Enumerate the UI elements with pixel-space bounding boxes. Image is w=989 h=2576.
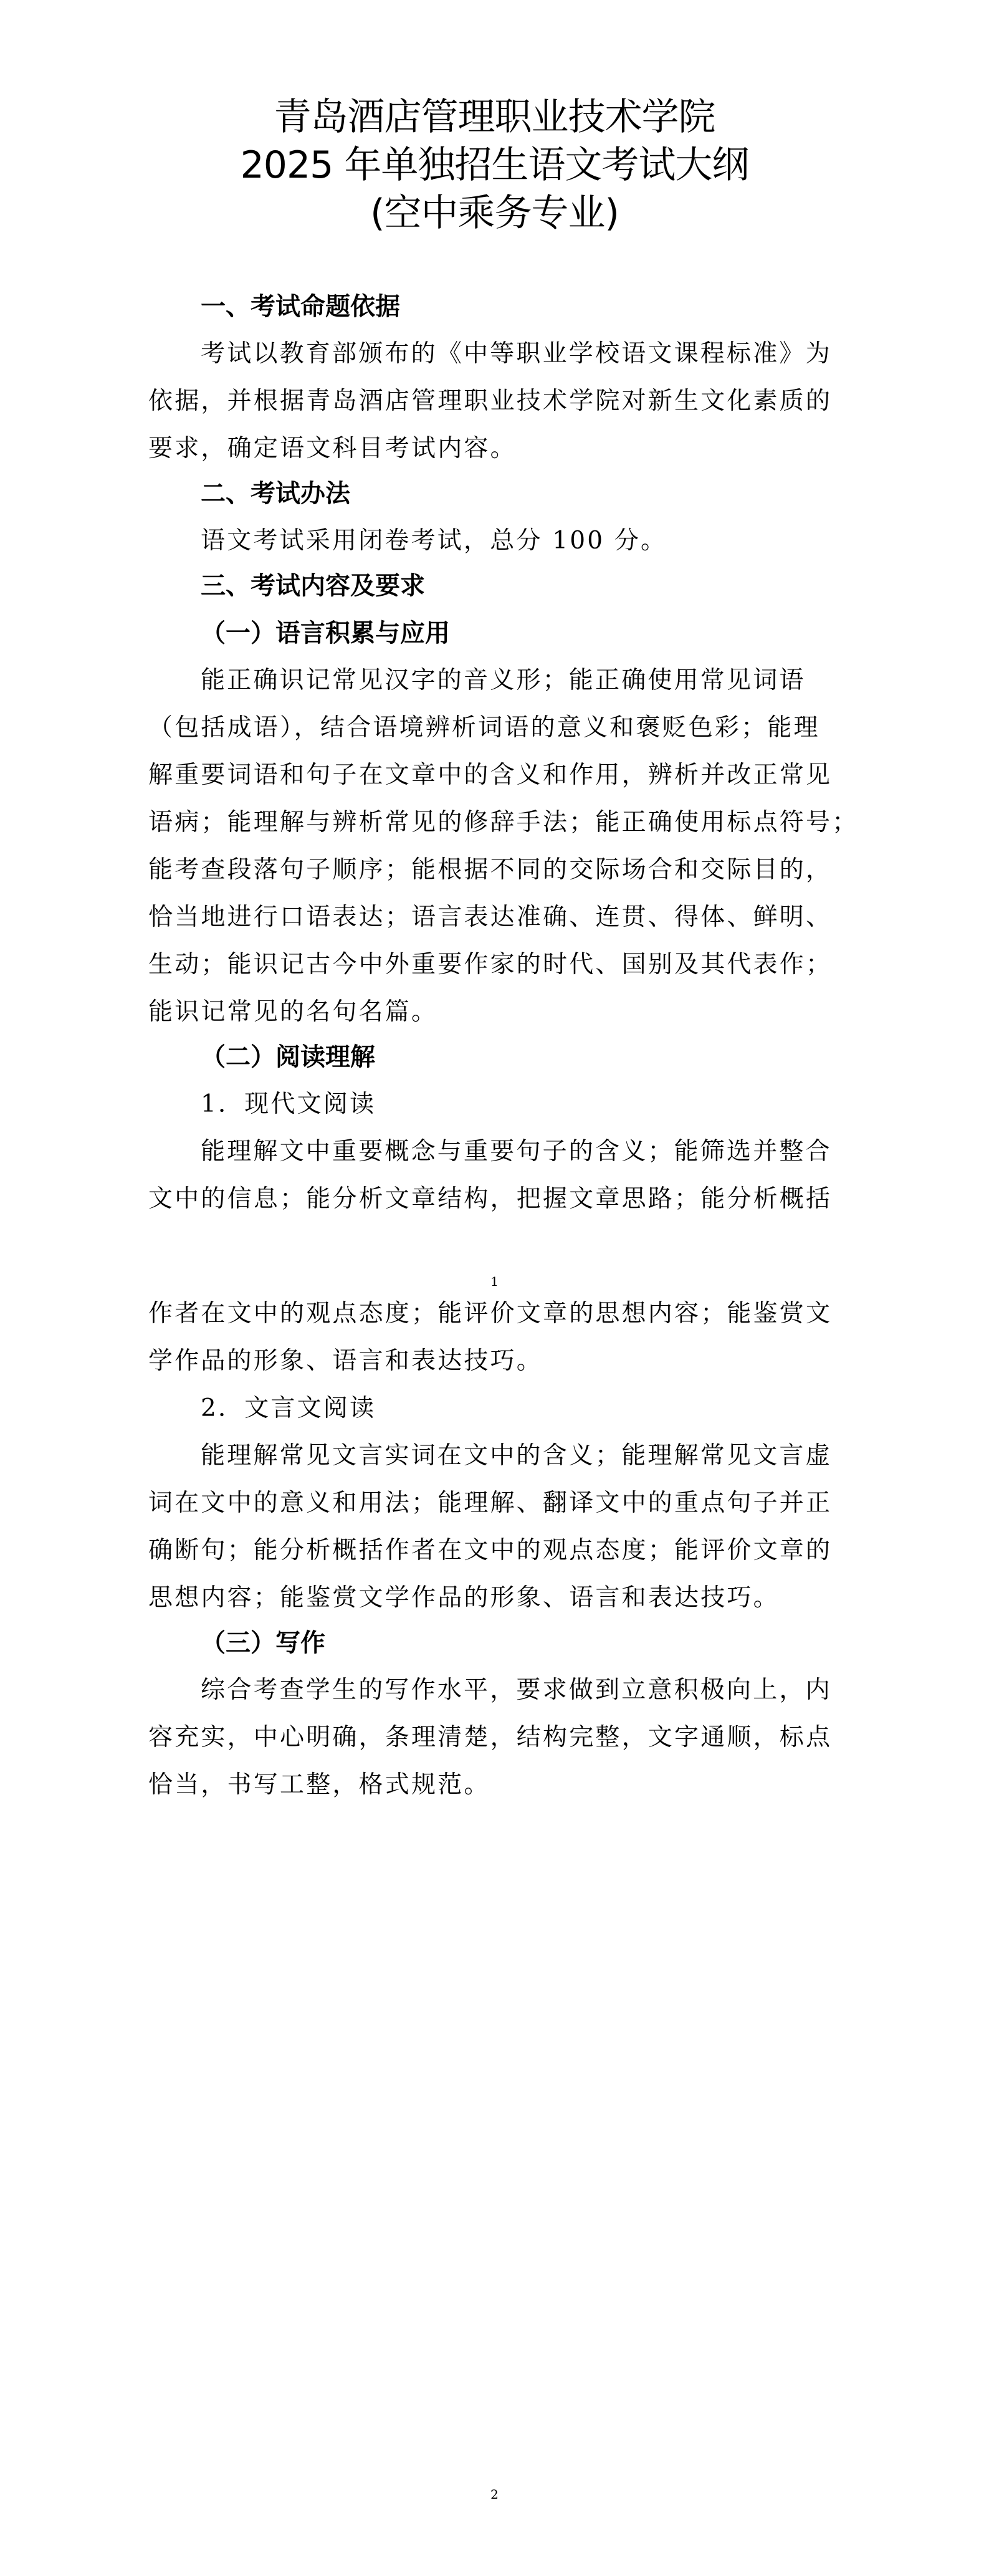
paragraph-line: 能正确识记常见汉字的音义形；能正确使用常见词语 — [201, 666, 806, 694]
page-number: 1 — [490, 1274, 499, 1289]
section-heading-exam-method: 二、考试办法 — [201, 479, 350, 508]
paragraph-line: 文中的信息；能分析文章结构，把握文章思路；能分析概括 — [148, 1185, 833, 1213]
item-heading-classical-reading: 2．文言文阅读 — [201, 1394, 376, 1422]
paragraph-line: 能理解常见文言实词在文中的含义；能理解常见文言虚 — [201, 1442, 832, 1470]
paragraph-line: 确断句；能分析概括作者在文中的观点态度；能评价文章的 — [148, 1536, 833, 1564]
paragraph-line: 思想内容；能鉴赏文学作品的形象、语言和表达技巧。 — [148, 1584, 780, 1612]
paragraph-line: 学作品的形象、语言和表达技巧。 — [148, 1347, 543, 1375]
paragraph-line: 词在文中的意义和用法；能理解、翻译文中的重点句子并正 — [148, 1489, 833, 1517]
page-number: 2 — [490, 2487, 499, 2502]
paragraph-line: 恰当，书写工整，格式规范。 — [148, 1771, 490, 1799]
paragraph-line: 作者在文中的观点态度；能评价文章的思想内容；能鉴赏文 — [148, 1300, 833, 1328]
document-title-line-3: (空中乘务专业) — [370, 191, 619, 235]
paragraph-line: 解重要词语和句子在文章中的含义和作用，辨析并改正常见 — [148, 761, 833, 789]
section-heading-exam-basis: 一、考试命题依据 — [201, 292, 400, 321]
paragraph-line: 能识记常见的名句名篇。 — [148, 998, 438, 1026]
subsection-heading-language: （一）语言积累与应用 — [201, 618, 450, 648]
paragraph-line: 依据，并根据青岛酒店管理职业技术学院对新生文化素质的 — [148, 387, 833, 415]
item-heading-modern-reading: 1．现代文阅读 — [201, 1090, 376, 1118]
document-title-line-1: 青岛酒店管理职业技术学院 — [274, 95, 715, 139]
paragraph-line: 综合考查学生的写作水平，要求做到立意积极向上，内 — [201, 1676, 832, 1704]
paragraph-line: （包括成语），结合语境辨析词语的意义和褒贬色彩；能理 — [148, 714, 820, 742]
paragraph-line: 要求，确定语文科目考试内容。 — [148, 434, 517, 462]
paragraph-line: 恰当地进行口语表达；语言表达准确、连贯、得体、鲜明、 — [148, 903, 833, 931]
subsection-heading-writing: （三）写作 — [201, 1628, 325, 1657]
document-title-line-2: 2025 年单独招生语文考试大纲 — [240, 143, 749, 187]
paragraph-line: 语病；能理解与辨析常见的修辞手法；能正确使用标点符号； — [148, 808, 859, 836]
paragraph-line: 考试以教育部颁布的《中等职业学校语文课程标准》为 — [201, 340, 832, 368]
paragraph-line: 容充实，中心明确，条理清楚，结构完整，文字通顺，标点 — [148, 1723, 833, 1751]
paragraph-line: 能理解文中重要概念与重要句子的含义；能筛选并整合 — [201, 1137, 832, 1166]
subsection-heading-reading: （二）阅读理解 — [201, 1042, 375, 1071]
paragraph-line: 能考查段落句子顺序；能根据不同的交际场合和交际目的， — [148, 856, 833, 884]
paragraph-line: 生动；能识记古今中外重要作家的时代、国别及其代表作； — [148, 950, 833, 979]
section-heading-exam-content: 三、考试内容及要求 — [201, 572, 425, 600]
paragraph-line: 语文考试采用闭卷考试，总分 100 分。 — [201, 527, 667, 555]
